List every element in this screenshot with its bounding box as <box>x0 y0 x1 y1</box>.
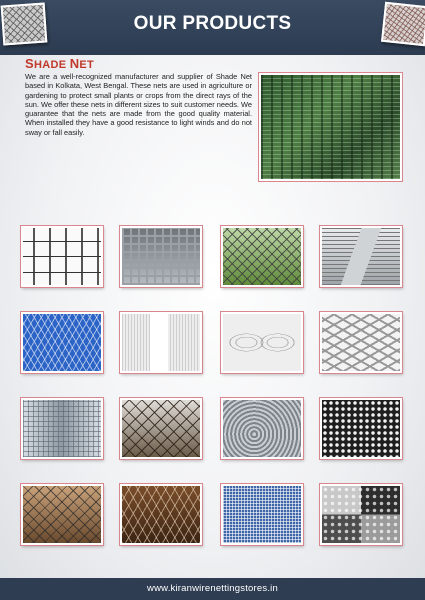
product-image-welded-mesh <box>120 226 202 287</box>
page-footer <box>0 578 425 600</box>
product-image-chain-link-close-up <box>120 398 202 459</box>
page-title: OUR PRODUCTS <box>133 13 292 34</box>
product-image-expanded-metal <box>320 312 402 373</box>
product-image-barbed-wire <box>21 226 103 287</box>
product-image-bronze-wire-mesh <box>120 484 202 545</box>
shade-net-photo <box>259 73 402 181</box>
product-image-hexagonal-wire-netting <box>21 312 103 373</box>
header-mesh-photo-right <box>381 2 425 46</box>
product-image-welded-mesh-roll <box>21 398 103 459</box>
section-title: SHADE NET <box>25 56 95 71</box>
page-header <box>0 0 425 55</box>
product-image-perforated-sheet <box>320 398 402 459</box>
product-image-perforated-sheets-collage <box>320 484 402 545</box>
product-image-fine-woven-mesh <box>221 484 303 545</box>
product-image-metal-sheets <box>320 226 402 287</box>
product-image-chain-link-fence <box>221 226 303 287</box>
product-image-fabric-roll <box>120 312 202 373</box>
product-image-wire-coils <box>221 398 303 459</box>
product-image-razor-wire <box>221 312 303 373</box>
product-image-gabion-mesh <box>21 484 103 545</box>
website-url: www.kiranwirenettingstores.in <box>147 583 278 594</box>
section-description: We are a well-recognized manufacturer and supplier of Shade Net based in Kolkata, West Bengal. These nets are used in agriculture or gardening to protect small plants or crops from the direct rays of the sun. We offer these nets in different sizes to suit customer needs. We guarantee that the nets are made from the good quality material. When installed they have a good resistance to light winds and do not sway or fall easily. <box>25 72 252 137</box>
